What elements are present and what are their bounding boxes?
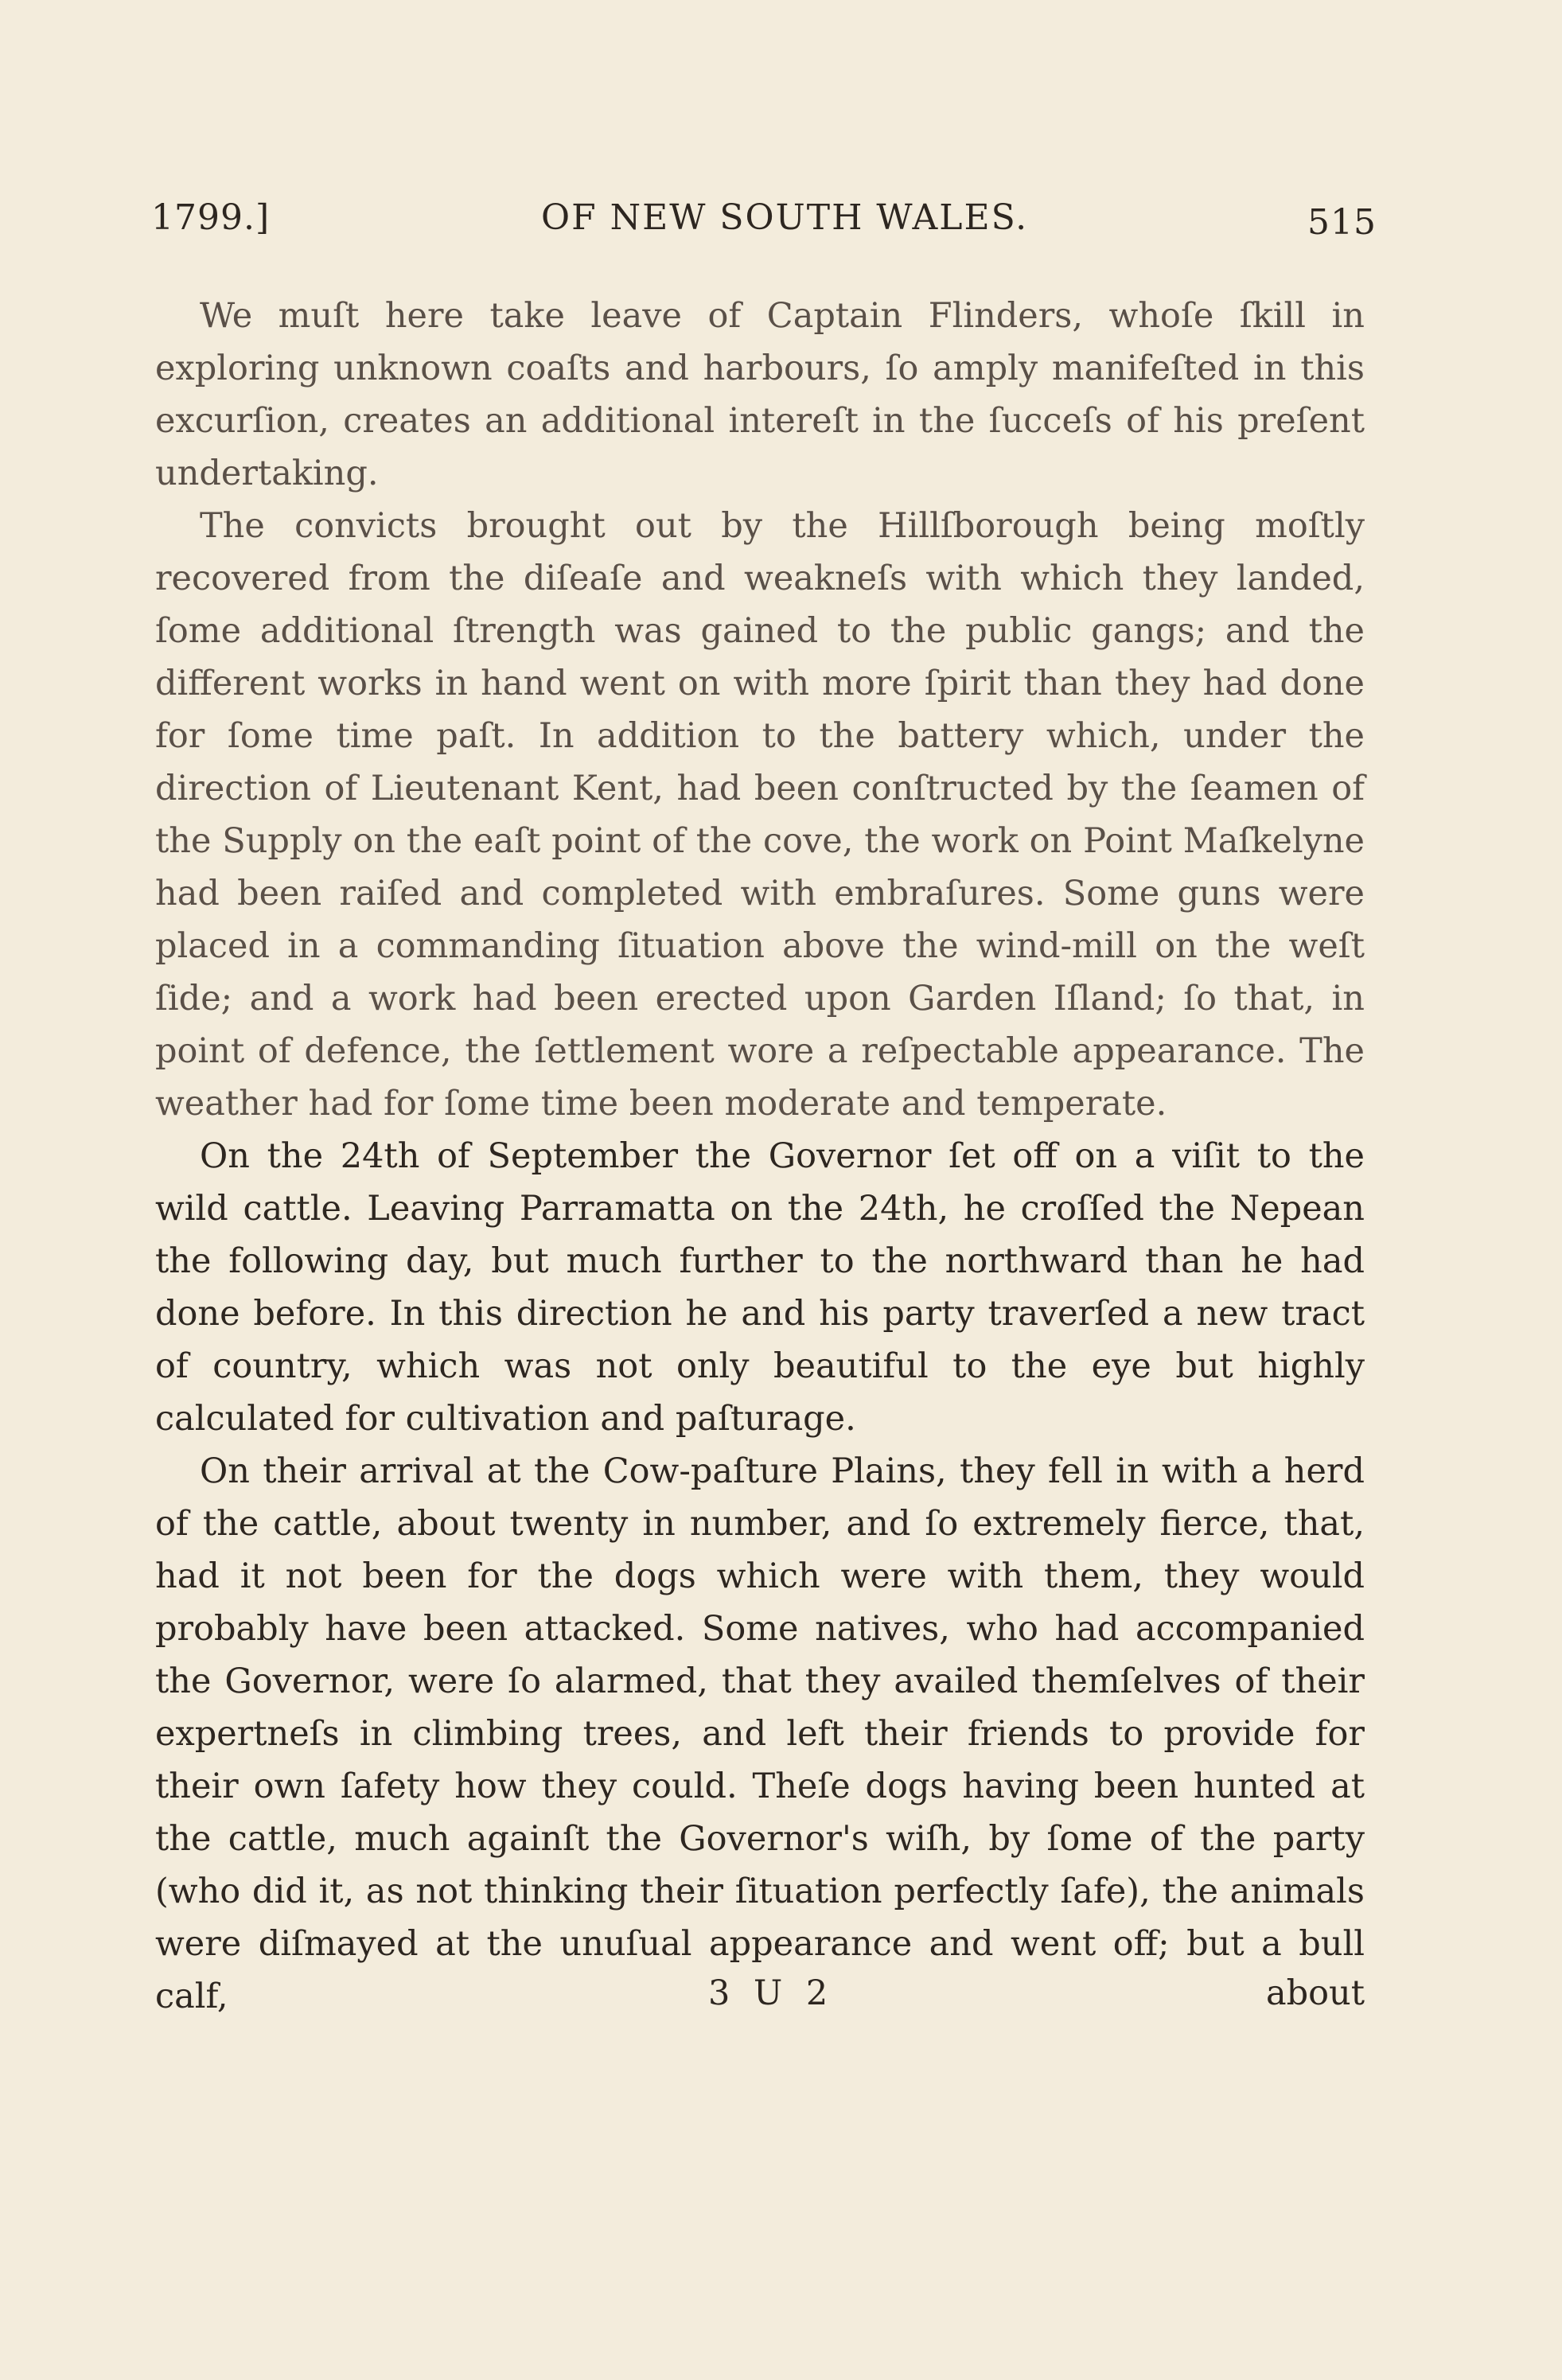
page-number: 515 (1307, 202, 1377, 243)
running-header (151, 197, 1377, 253)
body-text (155, 290, 1365, 2023)
paragraph-1: We muſt here take leave of Captain Flinders, whoſe ſkill in exploring unknown coaſts and harbours, ſo amply manifeſted in this excurſion, creates an additional intereſt in the ſucceſs of his preſent undertaking. (155, 296, 1365, 493)
paragraph-2: The convicts brought out by the Hillſborough being moſtly recovered from the diſeaſe and weakneſs with which they landed, ſome additional ſtrength was gained to the public gangs; and the different works in hand went on with more ſpirit than they had done for ſome time paſt. In addition to the battery which, under the direction of Lieutenant Kent, had been conſtructed by the ſeamen of the Supply on the eaſt point of the cove, the work on Point Maſkelyne had been raiſed and completed with embraſures. Some guns were placed in a commanding ſituation above the wind-mill on the weſt ſide; and a work had been erected upon Garden Iſland; ſo that, in point of defence, the ſettlement wore a reſpectable appearance. The weather had for ſome time been moderate and temperate. (155, 506, 1365, 1124)
catchword: about (1265, 1973, 1365, 2013)
page-footer (155, 1973, 1365, 2021)
header-title: OF NEW SOUTH WALES. (541, 197, 1029, 238)
paragraph-3: On the 24th of September the Governor ſet off on a viſit to the wild cattle. Leaving Parramatta on the 24th, he croſſed the Nepean the following day, but much further to the northward than he had done before. In this direction he and his party traverſed a new tract of country, which was not only beautiful to the eye but highly calculated for cultivation and paſturage. (155, 1136, 1365, 1439)
paragraph-4: On their arrival at the Cow-paſture Plains, they fell in with a herd of the cattle, about twenty in number, and ſo extremely fierce, that, had it not been for the dogs which were with them, they would probably have been attacked. Some natives, who had accompanied the Governor, were ſo alarmed, that they availed themſelves of their expertneſs in climbing trees, and left their friends to provide for their own ſafety how they could. Theſe dogs having been hunted at the cattle, much againſt the Governor's wiſh, by ſome of the party (who did it, as not thinking their ſituation perfectly ſafe), the animals were diſmayed at the unuſual appearance and went off; but a bull calf, (155, 1451, 1365, 2016)
signature-mark: 3 U 2 (708, 1973, 835, 2013)
header-year: 1799.] (151, 197, 271, 238)
